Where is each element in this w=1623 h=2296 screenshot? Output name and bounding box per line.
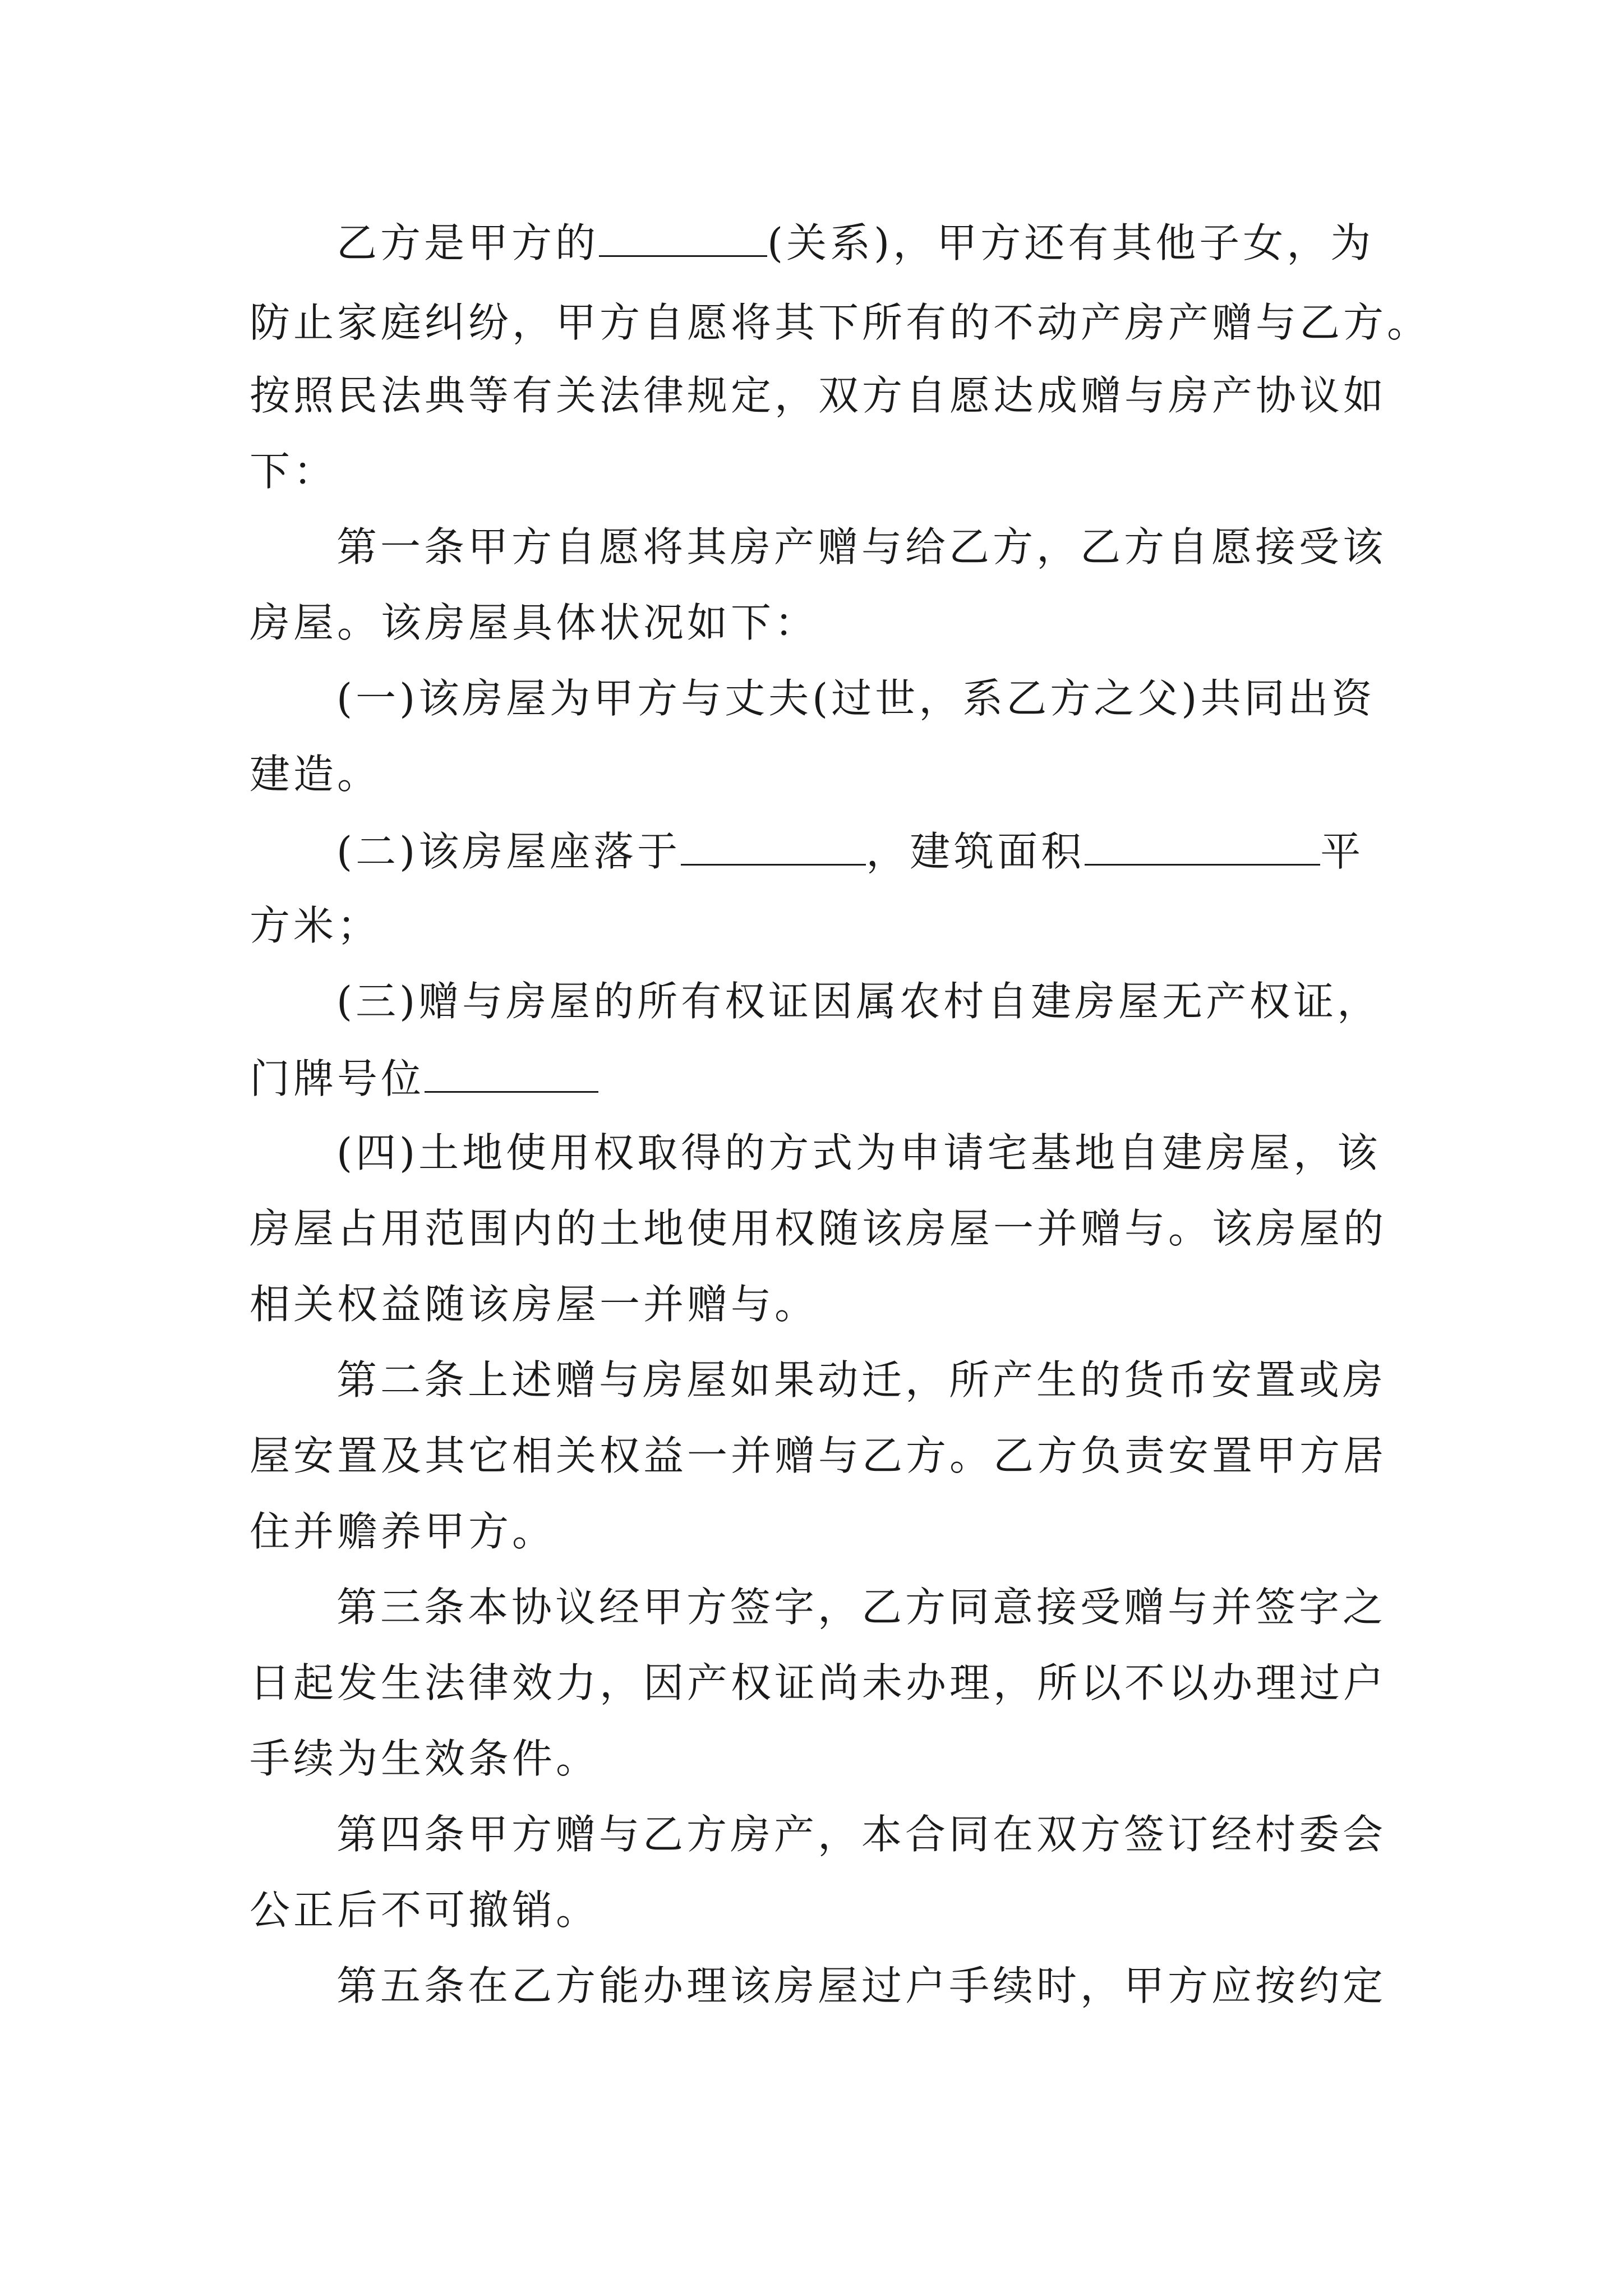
text-line-11: (三)赠与房屋的所有权证因属农村自建房屋无产权证， bbox=[336, 978, 1381, 1025]
text-line-19: 第三条本协议经甲方签字，乙方同意接受赠与并签字之 bbox=[336, 1584, 1387, 1631]
text-line-5: 第一条甲方自愿将其房产赠与给乙方，乙方自愿接受该 bbox=[336, 523, 1387, 570]
text-line-18: 住并赡养甲方。 bbox=[250, 1508, 556, 1555]
text-line-8: 建造。 bbox=[250, 751, 381, 798]
text-line-10: 方米； bbox=[250, 902, 381, 949]
line-12-before: 门牌号位 bbox=[250, 1055, 425, 1102]
line-1-after: (关系)，甲方还有其他子女，为 bbox=[767, 219, 1375, 266]
text-line-3: 按照民法典等有关法律规定，双方自愿达成赠与房产协议如 bbox=[250, 372, 1387, 419]
relationship-blank bbox=[599, 216, 767, 257]
text-line-1 bbox=[336, 216, 1374, 266]
text-line-20: 日起发生法律效力，因产权证尚未办理，所以不以办理过户 bbox=[250, 1659, 1387, 1706]
location-blank bbox=[681, 825, 866, 866]
text-line-16: 第二条上述赠与房屋如果动迁，所产生的货币安置或房 bbox=[336, 1356, 1387, 1404]
text-line-23: 公正后不可撤销。 bbox=[250, 1887, 600, 1934]
text-line-24: 第五条在乙方能办理该房屋过户手续时，甲方应按约定 bbox=[336, 1962, 1387, 2009]
text-line-21: 手续为生效条件。 bbox=[250, 1735, 600, 1782]
line-1-before: 乙方是甲方的 bbox=[336, 219, 600, 266]
text-line-2: 防止家庭纠纷，甲方自愿将其下所有的不动产房产赠与乙方。 bbox=[250, 299, 1431, 346]
text-line-7: (一)该房屋为甲方与丈夫(过世，系乙方之父)共同出资 bbox=[336, 675, 1376, 722]
text-line-4: 下： bbox=[250, 448, 338, 495]
line-9-middle: ，建筑面积 bbox=[866, 828, 1085, 875]
line-9-after: 平 bbox=[1320, 828, 1364, 875]
line-9-before: (二)该房屋座落于 bbox=[336, 828, 681, 875]
house-number-blank bbox=[425, 1052, 598, 1093]
text-line-22: 第四条甲方赠与乙方房产，本合同在双方签订经村委会 bbox=[336, 1811, 1387, 1858]
area-blank bbox=[1085, 825, 1320, 866]
text-line-15: 相关权益随该房屋一并赠与。 bbox=[250, 1281, 819, 1328]
text-line-14: 房屋占用范围内的土地使用权随该房屋一并赠与。该房屋的 bbox=[250, 1205, 1387, 1252]
text-line-12 bbox=[250, 1052, 598, 1102]
text-line-9 bbox=[336, 825, 1364, 875]
text-line-6: 房屋。该房屋具体状况如下： bbox=[250, 599, 819, 646]
text-line-13: (四)土地使用权取得的方式为申请宅基地自建房屋，该 bbox=[336, 1129, 1381, 1176]
text-line-17: 屋安置及其它相关权益一并赠与乙方。乙方负责安置甲方居 bbox=[250, 1432, 1387, 1479]
